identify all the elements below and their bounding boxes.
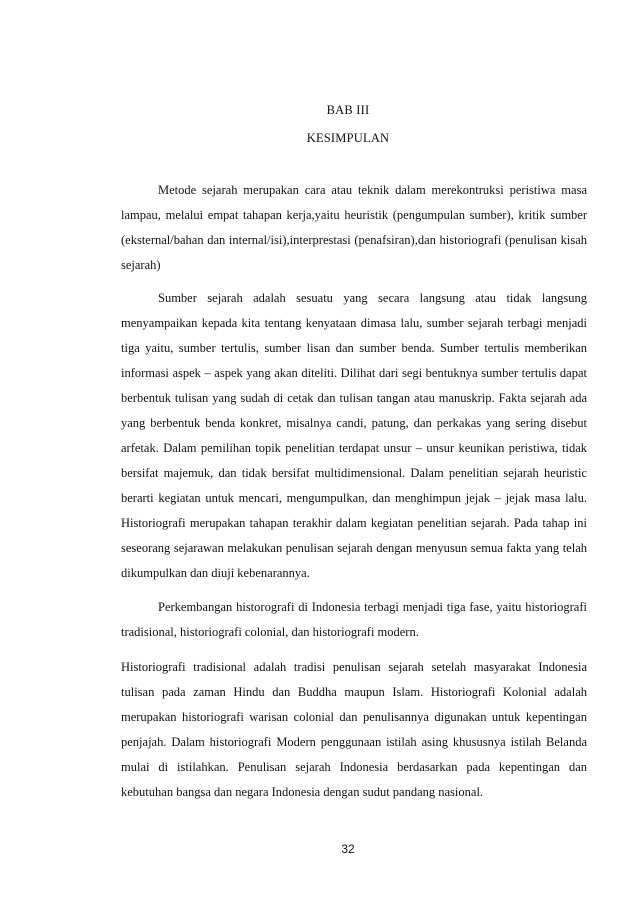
paragraph-sumber-sejarah: Sumber sejarah adalah sesuatu yang secara langsung atau tidak langsung menyampaikan kepada kita tentang kenyataan dimasa lalu, sumber sejarah terbagi menjadi tiga yaitu, sumber tertulis, sumber lisan dan sumber benda. Sumber tertulis memberikan informasi aspek – aspek yang akan diteliti. Dilihat dari segi bentuknya sumber tertulis dapat berbentuk tulisan yang sudah di cetak dan tulisan tangan atau manuskrip. Fakta sejarah ada yang berbentuk benda konkret, misalnya candi, patung, dan perkakas yang sering disebut arfetak. Dalam pemilihan topik penelitian terdapat unsur – unsur keunikan peristiwa, tidak bersifat majemuk, dan tidak bersifat multidimensional. Dalam penelitian sejarah heuristic berarti kegiatan untuk mencari, mengumpulkan, dan menghimpun jejak – jejak masa lalu. Historiografi merupakan tahapan terakhir dalam kegiatan penelitian sejarah. Pada tahap ini seseorang sejarawan melakukan penulisan sejarah dengan menyusun semua fakta yang telah dikumpulkan dan diuji kebenarannya. [121,291,587,580]
paragraph-perkembangan-historiografi: Perkembangan historografi di Indonesia terbagi menjadi tiga fase, yaitu historiografi tradisional, historiografi colonial, dan historiografi modern. [121,600,587,639]
chapter-title: KESIMPULAN [306,131,390,145]
chapter-number: BAB III [326,103,370,117]
paragraph-historiografi-tradisional: Historiografi tradisional adalah tradisi penulisan sejarah setelah masyarakat Indonesia tulisan pada zaman Hindu dan Buddha maupun Islam. Historiografi Kolonial adalah merupakan historiografi warisan colonial dan penulisannya digunakan untuk kepentingan penjajah. Dalam historiografi Modern penggunaan istilah asing khususnya istilah Belanda mulai di istilahkan. Penulisan sejarah Indonesia berdasarkan pada kepentingan dan kebutuhan bangsa dan negara Indonesia dengan sudut pandang nasional. [121,660,587,799]
body-text [121,178,587,815]
page-number: 32 [341,842,355,856]
paragraph-metode-sejarah: Metode sejarah merupakan cara atau teknik dalam merekontruksi peristiwa masa lampau, melalui empat tahapan kerja,yaitu heuristik (pengumpulan sumber), kritik sumber (eksternal/bahan dan internal/isi),interprestasi (penafsiran),dan historiografi (penulisan kisah sejarah) [121,183,587,272]
